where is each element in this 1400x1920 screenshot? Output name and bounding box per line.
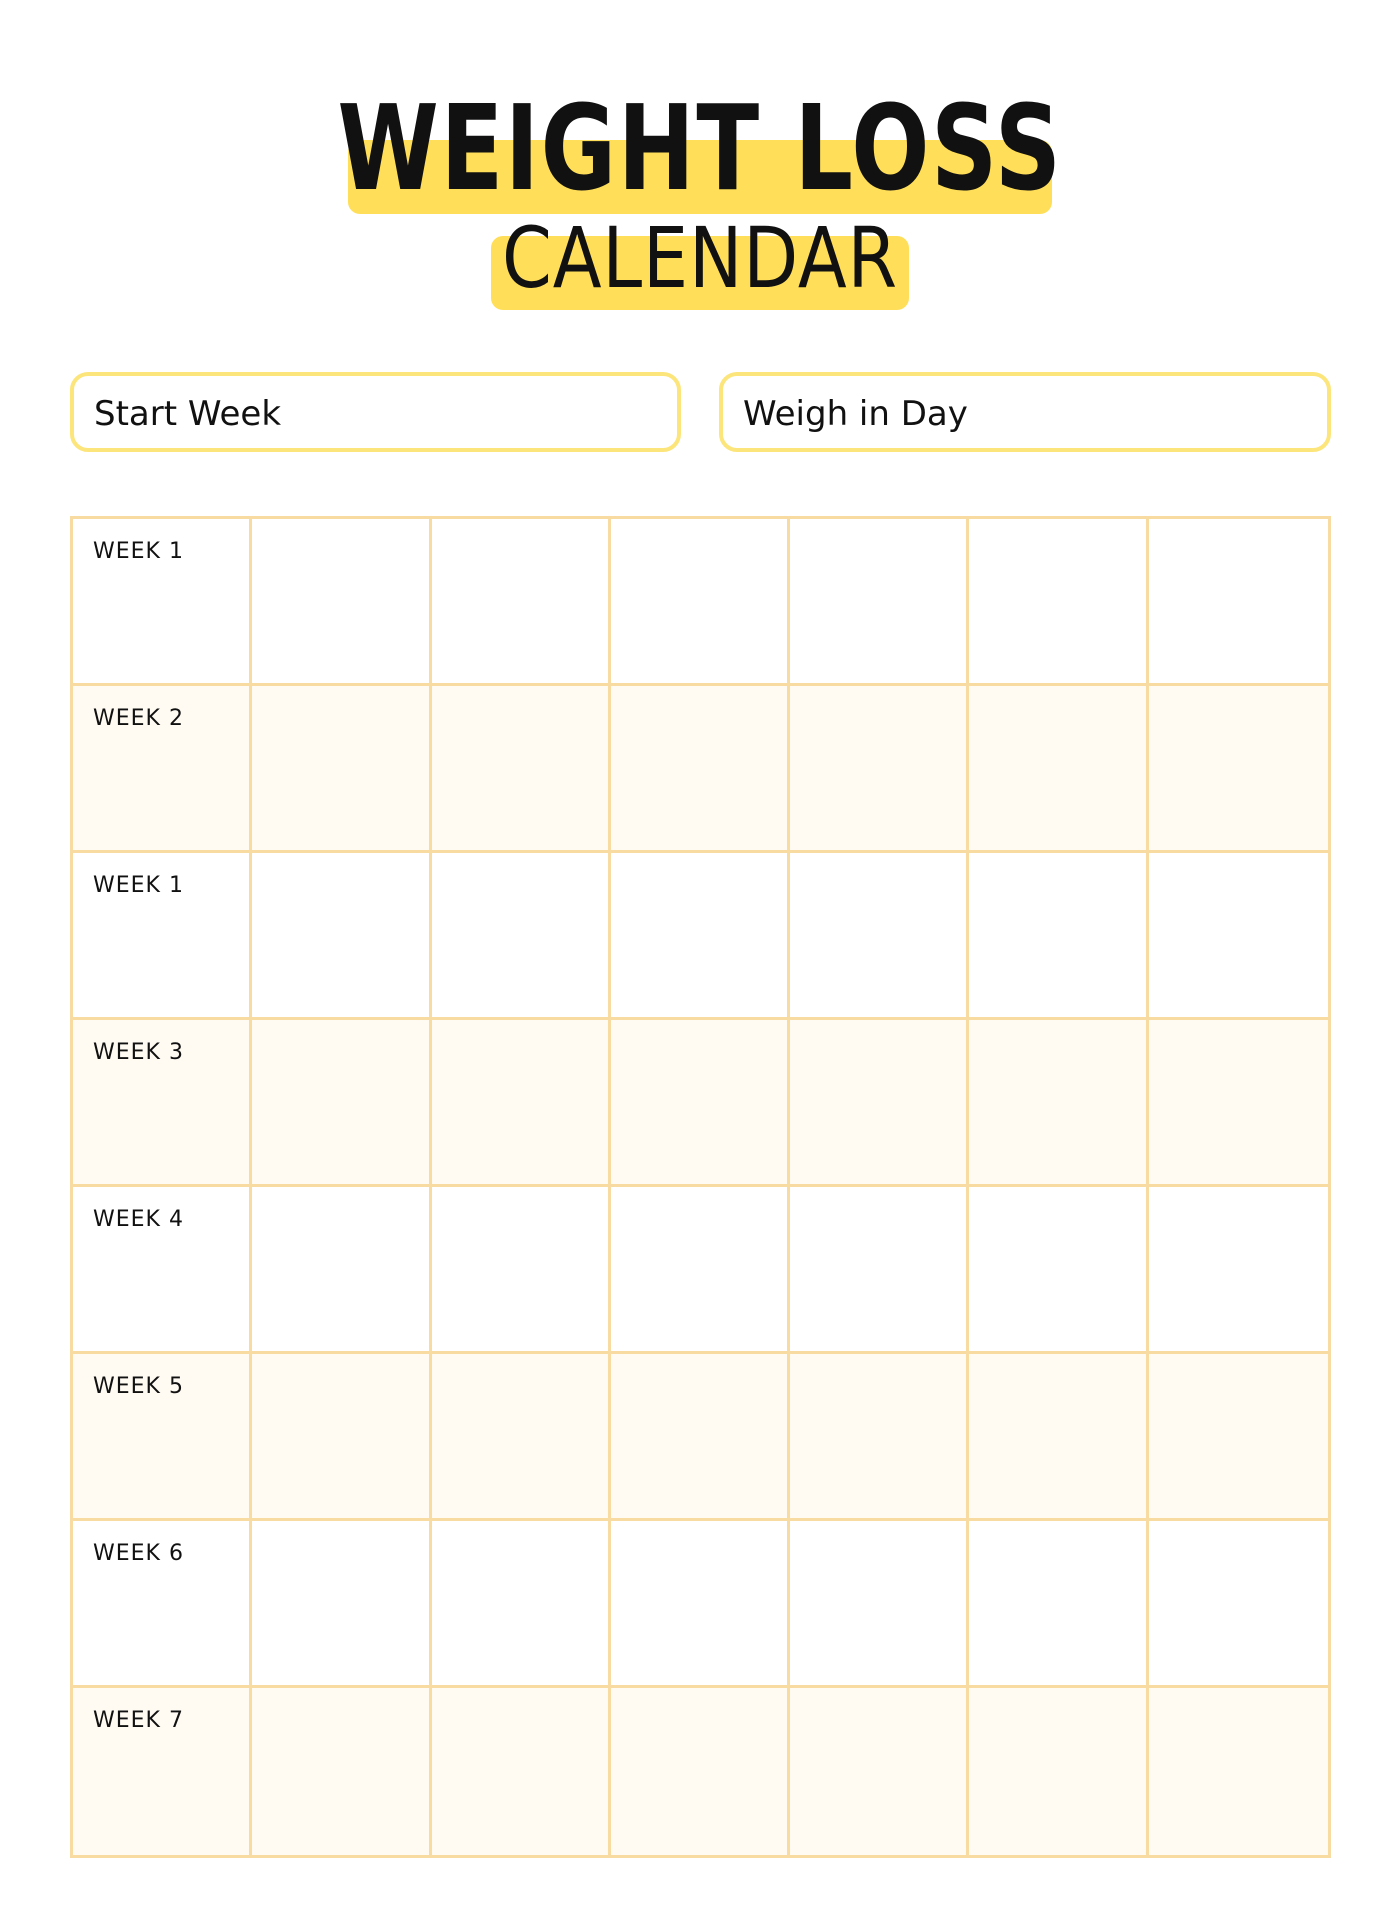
calendar-day-cell[interactable] [790,1187,969,1354]
calendar-day-cell[interactable] [611,686,790,853]
calendar-day-cell[interactable] [252,1688,431,1855]
week-label-cell[interactable] [73,1354,252,1521]
calendar-day-cell[interactable] [432,1187,611,1354]
calendar-day-cell[interactable] [252,1020,431,1187]
calendar-day-cell[interactable] [969,1354,1148,1521]
calendar-day-cell[interactable] [252,853,431,1020]
calendar-day-cell[interactable] [790,853,969,1020]
calendar-day-cell[interactable] [252,1187,431,1354]
calendar-day-cell[interactable] [611,519,790,686]
calendar-day-cell[interactable] [432,519,611,686]
week-label: WEEK 6 [93,1541,184,1566]
calendar-day-cell[interactable] [611,1688,790,1855]
week-label-cell[interactable] [73,1187,252,1354]
calendar-day-cell[interactable] [1149,1354,1328,1521]
calendar-day-cell[interactable] [252,1521,431,1688]
calendar-day-cell[interactable] [969,1187,1148,1354]
calendar-day-cell[interactable] [432,686,611,853]
calendar-day-cell[interactable] [432,1688,611,1855]
calendar-day-cell[interactable] [790,1354,969,1521]
page-subtitle: CALENDAR [502,209,898,307]
week-label: WEEK 1 [93,873,184,898]
weigh-in-day-field[interactable] [719,372,1331,452]
calendar-day-cell[interactable] [611,1354,790,1521]
calendar-day-cell[interactable] [1149,1187,1328,1354]
page-title: WEIGHT LOSS [337,79,1063,217]
calendar-day-cell[interactable] [432,1020,611,1187]
calendar-day-cell[interactable] [432,853,611,1020]
calendar-day-cell[interactable] [969,1688,1148,1855]
calendar-day-cell[interactable] [790,519,969,686]
calendar-day-cell[interactable] [790,1020,969,1187]
week-label-cell[interactable] [73,853,252,1020]
calendar-day-cell[interactable] [611,1020,790,1187]
calendar-grid [70,516,1331,1858]
calendar-day-cell[interactable] [1149,853,1328,1020]
calendar-day-cell[interactable] [790,1688,969,1855]
calendar-day-cell[interactable] [432,1521,611,1688]
calendar-day-cell[interactable] [252,686,431,853]
week-label: WEEK 7 [93,1708,184,1733]
calendar-day-cell[interactable] [969,686,1148,853]
calendar-day-cell[interactable] [1149,1521,1328,1688]
calendar-day-cell[interactable] [432,1354,611,1521]
calendar-day-cell[interactable] [611,1521,790,1688]
week-label: WEEK 3 [93,1040,184,1065]
calendar-day-cell[interactable] [969,1521,1148,1688]
calendar-day-cell[interactable] [252,1354,431,1521]
week-label: WEEK 4 [93,1207,184,1232]
week-label: WEEK 1 [93,539,184,564]
week-label-cell[interactable] [73,1020,252,1187]
calendar-day-cell[interactable] [611,1187,790,1354]
week-label-cell[interactable] [73,1688,252,1855]
calendar-day-cell[interactable] [790,686,969,853]
week-label-cell[interactable] [73,519,252,686]
calendar-day-cell[interactable] [969,1020,1148,1187]
calendar-day-cell[interactable] [790,1521,969,1688]
title-block [0,0,1400,330]
calendar-day-cell[interactable] [969,519,1148,686]
start-week-label: Start Week [94,394,282,434]
week-label: WEEK 2 [93,706,184,731]
calendar-day-cell[interactable] [611,853,790,1020]
calendar-day-cell[interactable] [969,853,1148,1020]
calendar-day-cell[interactable] [1149,686,1328,853]
start-week-field[interactable] [70,372,681,452]
calendar-day-cell[interactable] [252,519,431,686]
weigh-in-day-label: Weigh in Day [743,394,968,434]
week-label-cell[interactable] [73,1521,252,1688]
week-label: WEEK 5 [93,1374,184,1399]
calendar-day-cell[interactable] [1149,1688,1328,1855]
week-label-cell[interactable] [73,686,252,853]
calendar-day-cell[interactable] [1149,1020,1328,1187]
calendar-day-cell[interactable] [1149,519,1328,686]
